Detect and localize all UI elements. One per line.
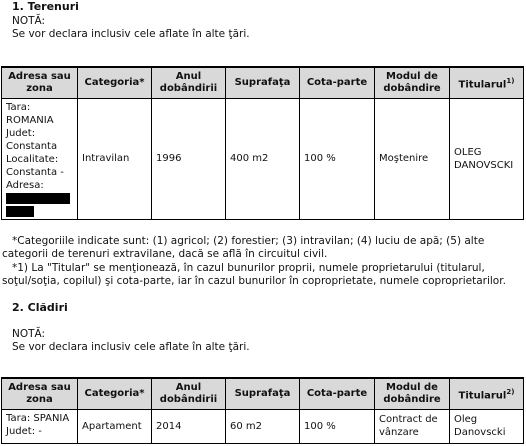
buildings-table (1, 377, 524, 444)
header-year: Anul dobândirii (152, 67, 226, 98)
building-year-cell: 2014 (152, 409, 226, 443)
table-row (2, 409, 524, 443)
land-category-cell: Intravilan (78, 98, 152, 219)
building-holder-cell: Oleg Danovscki (450, 409, 524, 443)
header-year: Anul dobândirii (152, 378, 226, 409)
header-area: Suprafaţa (226, 67, 300, 98)
building-address-cell: Tara: SPANIA Judet: - (2, 409, 78, 443)
land-area-cell: 400 m2 (226, 98, 300, 219)
land-year-cell: 1996 (152, 98, 226, 219)
section-title-buildings: 2. Clădiri (12, 301, 68, 314)
redaction-bar (6, 193, 70, 204)
land-address-cell: Tara: ROMANIA Judet: Constanta Localitate: Constanta - Adresa: (2, 98, 78, 219)
buildings-table-header (2, 378, 524, 409)
land-note (12, 15, 250, 41)
header-mode: Modul de dobândire (375, 378, 450, 409)
note-text: Se vor declara inclusiv cele aflate în alte ţări. (12, 28, 250, 40)
land-table (1, 66, 524, 220)
header-share: Cota-parte (300, 67, 375, 98)
header-category: Categoria* (78, 378, 152, 409)
table-row (2, 98, 524, 219)
building-share-cell: 100 % (300, 409, 375, 443)
land-mode-cell: Moştenire (375, 98, 450, 219)
section-title-land: 1. Terenuri (12, 0, 79, 13)
header-category: Categoria* (78, 67, 152, 98)
header-area: Suprafaţa (226, 378, 300, 409)
header-mode: Modul de dobândire (375, 67, 450, 98)
land-holder-cell: OLEG DANOVSCKI (450, 98, 524, 219)
header-share: Cota-parte (300, 378, 375, 409)
buildings-note (12, 328, 250, 354)
redaction-bar (6, 206, 34, 217)
header-address: Adresa sau zona (2, 67, 78, 98)
note-label: NOTĂ: (12, 15, 46, 27)
building-category-cell: Apartament (78, 409, 152, 443)
header-address: Adresa sau zona (2, 378, 78, 409)
footnote-categories: *Categoriile indicate sunt: (1) agricol; (2) forestier; (3) intravilan; (4) luciu de apă; (5) alte categorii de terenuri extravilane, dacă se află în circuitul civil. (2, 235, 485, 260)
footnote-holder: *1) La "Titular" se menţionează, în cazul bunurilor proprii, numele proprietarului (titularul, soţul/soţia, copilul) şi cota-parte, iar în cazul bunurilor în coproprietate, numele coproprietarilor. (2, 262, 506, 287)
header-holder: Titularul$^{1)}$ (450, 67, 524, 98)
header-holder: Titularul$^{2)}$ (450, 378, 524, 409)
note-text: Se vor declara inclusiv cele aflate în alte ţări. (12, 341, 250, 353)
land-share-cell: 100 % (300, 98, 375, 219)
building-mode-cell: Contract de vânzare (375, 409, 450, 443)
building-area-cell: 60 m2 (226, 409, 300, 443)
land-table-header (2, 67, 524, 98)
note-label: NOTĂ: (12, 328, 46, 340)
